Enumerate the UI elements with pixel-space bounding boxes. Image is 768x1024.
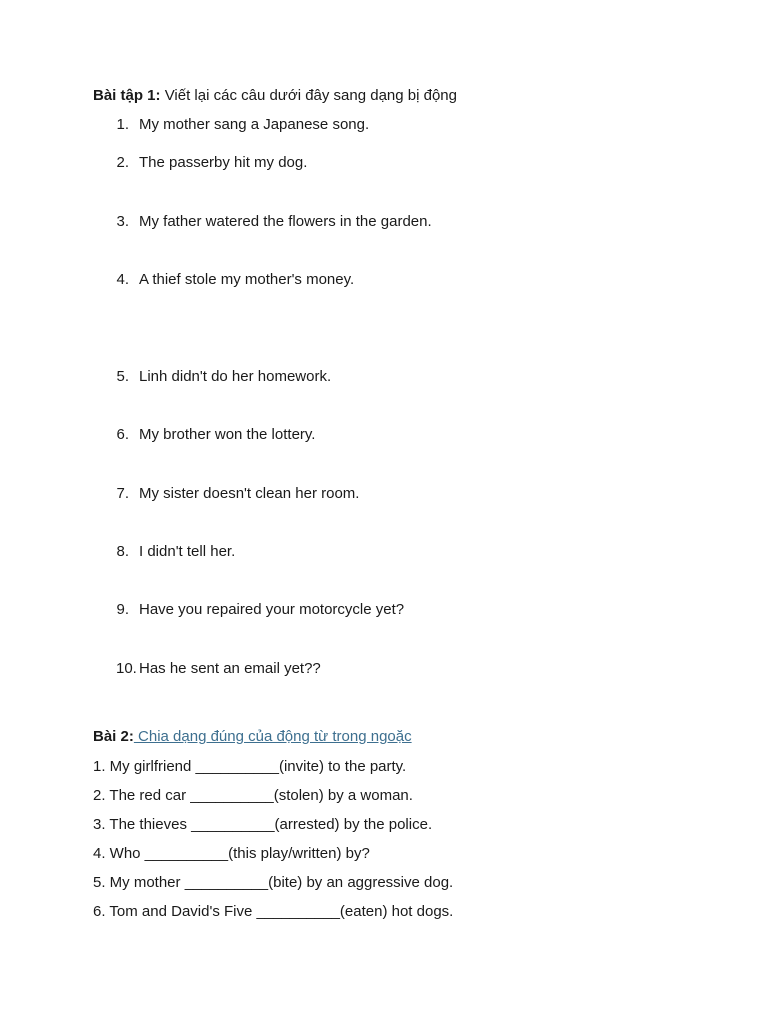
list-item-number: 8.: [116, 543, 129, 560]
exercise1-heading: [93, 86, 457, 106]
list-item-number: 7.: [116, 485, 129, 502]
exercise2-heading: [93, 727, 412, 747]
list-item-text: A thief stole my mother's money.: [139, 271, 355, 288]
list-item: 6. Tom and David's Five __________(eaten) hot dogs.: [93, 903, 454, 920]
list-item-text: I didn't tell her.: [139, 543, 236, 560]
list-item-number: 5.: [116, 368, 129, 385]
list-item: 5. My mother __________(bite) by an aggressive dog.: [93, 874, 454, 891]
list-item-number: 10.: [116, 660, 137, 677]
list-item-text: My brother won the lottery.: [139, 426, 316, 443]
list-item-text: My sister doesn't clean her room.: [139, 485, 360, 502]
list-item-number: 4.: [116, 271, 129, 288]
list-item-number: 6.: [116, 426, 129, 443]
list-item-text: My father watered the flowers in the garden.: [139, 213, 432, 230]
list-item-text: The passerby hit my dog.: [139, 154, 308, 171]
exercise2-heading-label: Bài 2:: [93, 728, 134, 745]
list-item-number: 9.: [116, 601, 129, 618]
list-item-number: 3.: [116, 213, 129, 230]
list-item-number: 1.: [116, 116, 129, 133]
list-item-text: My mother sang a Japanese song.: [139, 116, 370, 133]
list-item-text: Linh didn't do her homework.: [139, 368, 332, 385]
exercise1-heading-text: Viết lại các câu dưới đây sang dạng bị động: [164, 87, 457, 104]
exercise1-heading-label: Bài tập 1:: [93, 87, 161, 104]
list-item-number: 2.: [116, 154, 129, 171]
list-item: 3. The thieves __________(arrested) by the police.: [93, 816, 433, 833]
list-item-text: Have you repaired your motorcycle yet?: [139, 601, 405, 618]
list-item: 2. The red car __________(stolen) by a woman.: [93, 787, 413, 804]
exercise2-heading-link[interactable]: Chia dạng đúng của động từ trong ngoặc: [133, 728, 412, 745]
list-item: 1. My girlfriend __________(invite) to the party.: [93, 758, 407, 775]
list-item-text: Has he sent an email yet??: [139, 660, 321, 677]
list-item: 4. Who __________(this play/written) by?: [93, 845, 370, 862]
